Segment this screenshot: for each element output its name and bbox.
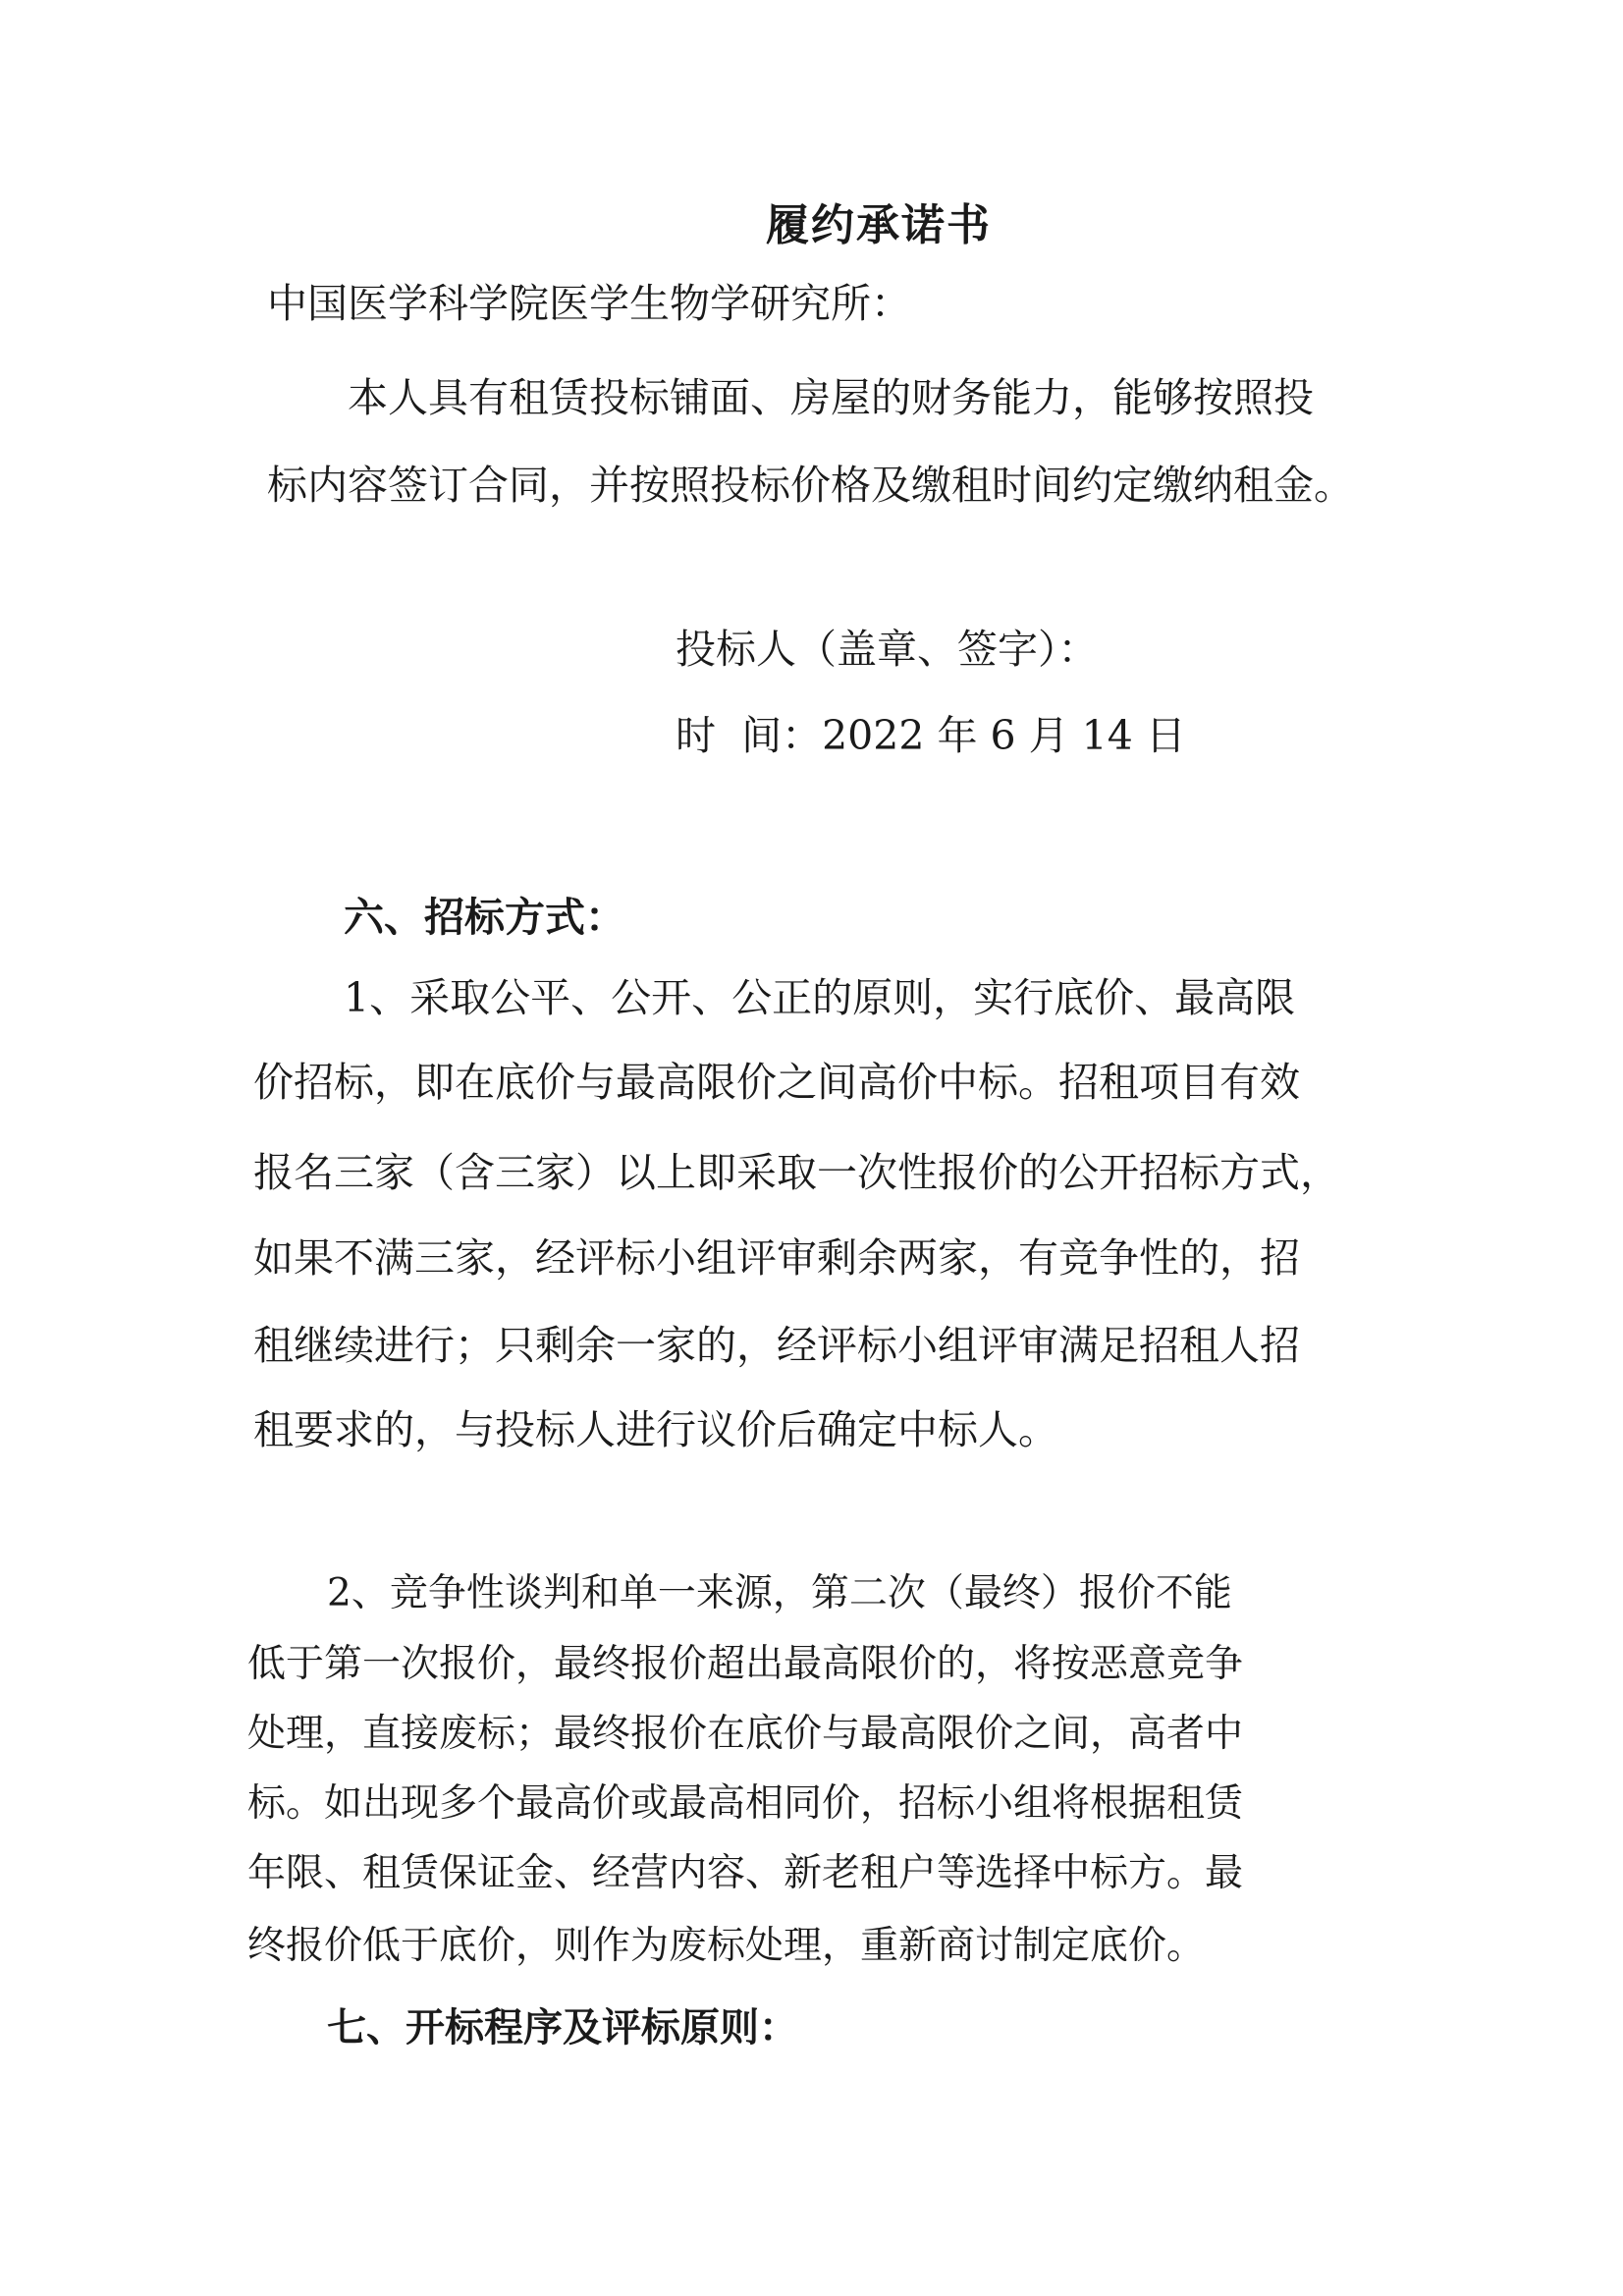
section-6-item-1-line-1: 1、采取公平、公开、公正的原则，实行底价、最高限 <box>344 974 1296 1021</box>
letter-para-line-2: 标内容签订合同，并按照投标价格及缴租时间约定缴纳租金。 <box>267 462 1354 509</box>
section-6-item-2-line-5: 年限、租赁保证金、经营内容、新老租户等选择中标方。最 <box>247 1851 1244 1895</box>
section-6-item-2-line-6: 终报价低于底价，则作为废标处理，重新商讨制定底价。 <box>247 1924 1206 1968</box>
section-6-heading: 六、招标方式： <box>344 894 625 941</box>
letter-title: 履约承诺书 <box>766 200 992 250</box>
section-6-item-1-line-5: 租继续进行；只剩余一家的，经评标小组评审满足招租人招 <box>253 1322 1300 1369</box>
section-6-item-2-line-1: 2、竞争性谈判和单一来源，第二次（最终）报价不能 <box>327 1571 1232 1615</box>
section-7-heading: 七、开标程序及评标原则： <box>327 2004 798 2050</box>
addressee: 中国医学科学院医学生物学研究所： <box>267 280 911 327</box>
section-6-item-2-line-4: 标。如出现多个最高价或最高相同价，招标小组将根据租赁 <box>247 1781 1244 1826</box>
letter-para-line-1: 本人具有租赁投标铺面、房屋的财务能力，能够按照投 <box>348 374 1314 421</box>
section-6-item-1-line-2: 价招标，即在底价与最高限价之间高价中标。招租项目有效 <box>253 1059 1300 1106</box>
signature-label: 投标人（盖章、签字）： <box>676 626 1099 673</box>
section-6-item-2-line-2: 低于第一次报价，最终报价超出最高限价的，将按恶意竞争 <box>247 1642 1244 1686</box>
section-6-item-2-line-3: 处理，直接废标；最终报价在底价与最高限价之间，高者中 <box>247 1712 1244 1756</box>
section-6-item-1-line-4: 如果不满三家，经评标小组评审剩余两家，有竞争性的，招 <box>253 1234 1300 1282</box>
section-6-item-1-line-3: 报名三家（含三家）以上即采取一次性报价的公开招标方式， <box>253 1149 1340 1196</box>
date-line: 时 间：2022 年 6 月 14 日 <box>676 712 1186 759</box>
section-6-item-1-line-6: 租要求的，与投标人进行议价后确定中标人。 <box>253 1406 1058 1453</box>
